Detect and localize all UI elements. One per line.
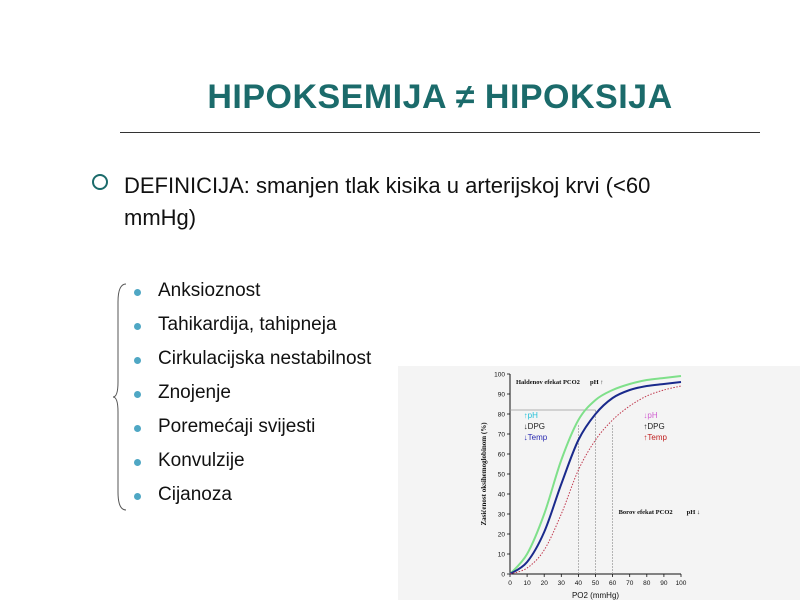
x-tick-label: 30 [557, 580, 565, 587]
x-tick-label: 70 [626, 580, 634, 587]
right-effect-label: ↓pH [643, 411, 658, 420]
y-tick-label: 80 [497, 411, 505, 419]
symptom-label: Znojenje [158, 382, 231, 403]
curly-brace-icon [112, 282, 128, 512]
y-tick-label: 100 [494, 371, 505, 379]
y-tick-label: 40 [497, 491, 505, 499]
x-tick-label: 90 [660, 580, 668, 587]
symptom-label: Cirkulacijska nestabilnost [158, 348, 372, 369]
symptom-label: Tahikardija, tahipneja [158, 314, 337, 335]
y-axis-label: Zasićenost oksihemoglobinom (%) [480, 422, 488, 526]
symptom-list [130, 280, 430, 518]
x-tick-label: 60 [608, 580, 617, 587]
bohr-ph-label: pH ↓ [686, 509, 701, 516]
x-axis-label: PO2 (mmHg) [571, 591, 620, 600]
left-effect-label: ↓DPG [523, 422, 546, 431]
y-tick-label: 70 [497, 431, 505, 439]
list-item [130, 382, 430, 416]
bullet-dot-icon [134, 459, 141, 466]
x-tick-label: 10 [523, 580, 531, 587]
list-item [130, 314, 430, 348]
x-tick-label: 0 [508, 580, 512, 587]
list-item [130, 416, 430, 450]
bullet-dot-icon [134, 425, 141, 432]
y-tick-label: 30 [497, 511, 505, 519]
slide-title: HIPOKSEMIJA ≠ HIPOKSIJA [207, 78, 673, 116]
circle-bullet-icon [92, 174, 108, 190]
right-effect-label: ↑Temp [643, 433, 667, 442]
chart-svg [398, 366, 800, 600]
bullet-dot-icon [134, 289, 141, 296]
x-tick-label: 100 [675, 580, 687, 587]
definition-text: DEFINICIJA: smanjen tlak kisika u arterijskoj krvi (<60 mmHg) [124, 173, 651, 230]
haldane-ph-label: pH ↑ [590, 379, 604, 386]
right-effect-label: ↑DPG [643, 422, 665, 431]
x-tick-label: 50 [591, 580, 600, 587]
y-tick-label: 60 [497, 451, 505, 459]
list-item [130, 450, 430, 484]
symptom-label: Cijanoza [158, 484, 232, 505]
bullet-dot-icon [134, 323, 141, 330]
bullet-dot-icon [134, 391, 141, 398]
title-divider [120, 132, 760, 133]
y-tick-label: 0 [501, 571, 505, 579]
y-tick-label: 20 [497, 531, 505, 539]
y-tick-label: 50 [497, 471, 505, 479]
list-item [130, 484, 430, 518]
symptom-label: Anksioznost [158, 280, 261, 301]
symptom-label: Poremećaji svijesti [158, 416, 316, 437]
x-tick-label: 80 [643, 580, 651, 587]
oxygen-dissociation-chart [398, 366, 800, 600]
haldane-annotation: Haldenov efekat PCO2 [516, 379, 580, 386]
symptom-label: Konvulzije [158, 450, 245, 471]
bullet-dot-icon [134, 357, 141, 364]
x-tick-label: 40 [574, 580, 583, 587]
y-tick-label: 90 [497, 391, 505, 399]
bullet-dot-icon [134, 493, 141, 500]
list-item [130, 348, 430, 382]
y-tick-label: 10 [497, 551, 505, 559]
left-effect-label: ↓Temp [523, 433, 548, 442]
bohr-annotation: Borov efekat PCO2 [618, 509, 673, 516]
list-item [130, 280, 430, 314]
left-effect-label: ↑pH [523, 411, 538, 420]
x-tick-label: 20 [540, 580, 548, 587]
